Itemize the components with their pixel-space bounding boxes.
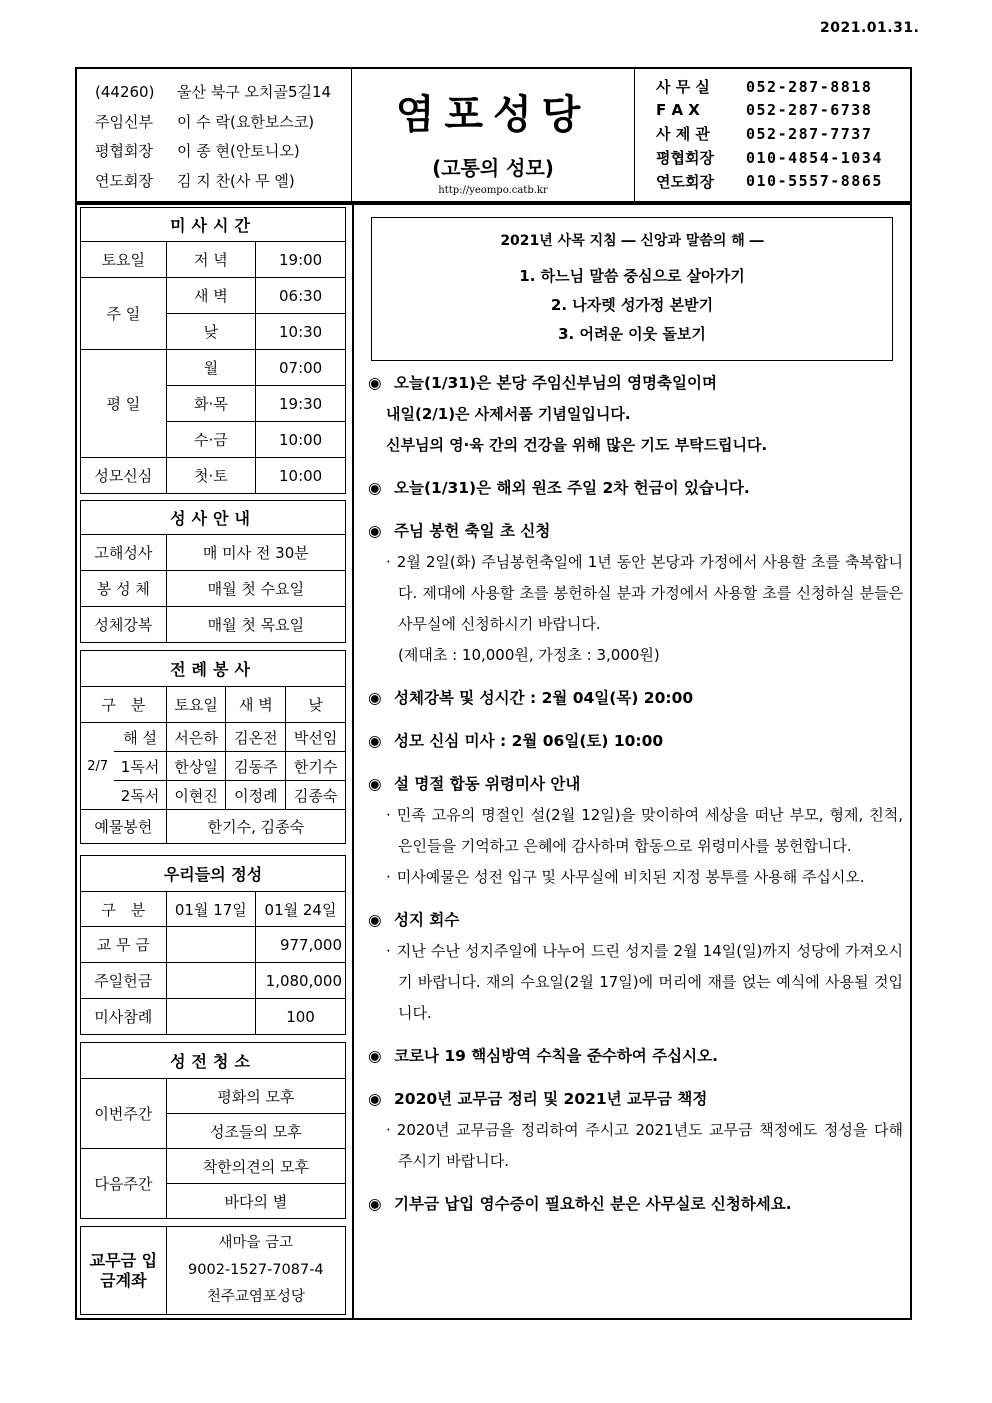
notice-bullet-icon: ◉ — [368, 1047, 382, 1065]
notices — [368, 368, 903, 1220]
guideline-title: 2021년 사목 지침 ― 신앙과 말씀의 해 ― — [500, 233, 764, 249]
bulletin-date: 2021.01.31. — [820, 20, 920, 36]
donation-table: 우리들의 정성 구 분 01월 17일 01월 24일 교 무 금 977,000 주일헌금 1,080,000 미사참례 100 — [80, 855, 346, 1035]
notice-bullet-icon: ◉ — [368, 1090, 382, 1108]
notice-bullet-icon: ◉ — [368, 732, 382, 750]
cleaning-title: 성전청소 — [81, 1043, 346, 1079]
notice-bullet-icon: ◉ — [368, 1195, 382, 1213]
header-pastor: 주임신부 이 수 락(요한보스코) — [95, 112, 315, 131]
header-contacts — [634, 69, 910, 201]
notice-marian-mass: ◉ 성모 신심 미사 : 2월 06일(토) 10:00 — [368, 726, 903, 757]
header-title-block — [352, 69, 635, 201]
notice-bullet-icon: ◉ — [368, 374, 382, 392]
header-address: (44260) 울산 북구 오치골5길14 — [95, 82, 332, 102]
notice-bullet-icon: ◉ — [368, 522, 382, 540]
notice-receipt: ◉ 기부금 납입 영수증이 필요하신 분은 사무실로 신청하세요. — [368, 1189, 903, 1220]
header — [75, 67, 912, 203]
header-memorial-head: 연도회장 김 지 찬(사 무 엘) — [95, 171, 295, 190]
contact-rectory: 사 제 관 052-287-7737 — [656, 124, 873, 144]
account-table — [80, 1226, 346, 1315]
dot-icon: · — [386, 806, 391, 824]
notice-memorial-mass: ◉ 설 명절 합동 위령미사 안내 · 민족 고유의 명절인 설(2월 12일)을 맞이하여 세상을 떠난 부모, 형제, 친척, 은인들을 기억하고 은혜에 감사하며 합동으로 위령미사를 봉헌합니다. · 미사예물은 성전 입구 및 사무실에 비치된 지정 봉투를 사용해 주십시오. — [368, 769, 903, 893]
contact-council: 평협회장 010-4854-1034 — [656, 148, 883, 168]
liturgy-table: 전례봉사 구 분 토요일 새 벽 낮 2/7 해 설 서은하 김온전 박선임 1독서 한상일 김동주 한기수 2독서 이현진 이정례 김종숙 예물봉헌 한기수, 김종숙 — [80, 650, 346, 844]
notice-bullet-icon: ◉ — [368, 479, 382, 497]
notice-bullet-icon: ◉ — [368, 689, 382, 707]
parish-url[interactable]: http://yeompo.catb.kr — [438, 185, 548, 196]
notice-feast-day: ◉ 오늘(1/31)은 본당 주임신부님의 영명축일이며 내일(2/1)은 사제서품 기념일입니다. 신부님의 영·육 간의 건강을 위해 많은 기도 부탁드립니다. — [368, 368, 903, 461]
sacrament-title: 성사안내 — [81, 501, 346, 535]
notice-bullet-icon: ◉ — [368, 775, 382, 793]
liturgy-title: 전례봉사 — [81, 651, 346, 687]
parish-subtitle: (고통의 성모) — [432, 156, 554, 180]
parish-name: 염포성당 — [395, 92, 591, 138]
pastoral-guideline-box — [371, 217, 893, 361]
dot-icon: · — [386, 553, 391, 571]
notice-bullet-icon: ◉ — [368, 911, 382, 929]
contact-memorial: 연도회장 010-5557-8865 — [656, 172, 883, 191]
mass-times-table: 미사시간 토요일 저 녁 19:00 주 일 새 벽 06:30 낮 10:30 평 일 월 07:00 화·목 19:30 수·금 10:00 성모신심 첫·토 10:00 — [80, 207, 346, 494]
donation-title: 우리들의 정성 — [81, 856, 346, 892]
header-info — [77, 69, 352, 201]
notice-second-collection: ◉ 오늘(1/31)은 해외 원조 주일 2차 헌금이 있습니다. — [368, 473, 903, 504]
header-council-head: 평협회장 이 종 현(안토니오) — [95, 142, 300, 161]
notice-palm-return: ◉ 성지 회수 · 지난 수난 성지주일에 나누어 드린 성지를 2월 14일(일)까지 성당에 가져오시기 바랍니다. 재의 수요일(2월 17일)에 머리에 재를 얹는 예식에 사용될 것입니다. — [368, 905, 903, 1029]
account-bank: 새마을 금고 — [218, 1235, 294, 1251]
sacrament-table: 성사안내 고해성사 매 미사 전 30분 봉 성 체 매월 첫 수요일 성체강복 매월 첫 목요일 — [80, 500, 346, 643]
contact-fax: F A X 052-287-6738 — [656, 101, 873, 120]
guideline-item: 2. 나자렛 성가정 본받기 — [550, 296, 714, 314]
dot-icon: · — [386, 868, 391, 886]
contact-office: 사 무 실 052-287-8818 — [656, 77, 873, 97]
column-divider — [352, 203, 354, 1320]
dot-icon: · — [386, 1121, 391, 1139]
account-holder: 천주교염포성당 — [206, 1289, 305, 1305]
notice-adoration: ◉ 성체강복 및 성시간 : 2월 04일(목) 20:00 — [368, 683, 903, 714]
account-label: 교무금 입금계좌 — [81, 1227, 167, 1315]
notice-candle-request: ◉ 주님 봉헌 축일 초 신청 · 2월 2일(화) 주님봉헌축일에 1년 동안 본당과 가정에서 사용할 초를 축복합니다. 제대에 사용할 초를 봉헌하실 분과 가정에서 사용할 초를 신청하실 분들은 사무실에 신청하시기 바랍니다. (제대초 : 10,000원, 가정초 : 3,000원) — [368, 516, 903, 671]
guideline-item: 3. 어려운 이웃 돌보기 — [558, 325, 706, 343]
guideline-item: 1. 하느님 말씀 중심으로 살아가기 — [519, 267, 745, 285]
notice-dues: ◉ 2020년 교무금 정리 및 2021년 교무금 책정 · 2020년 교무금을 정리하여 주시고 2021년도 교무금 책정에도 정성을 다해 주시기 바랍니다. — [368, 1084, 903, 1177]
mass-times-title: 미사시간 — [81, 208, 346, 242]
account-number: 9002-1527-7087-4 — [188, 1262, 324, 1278]
notice-covid: ◉ 코로나 19 핵심방역 수칙을 준수하여 주십시오. — [368, 1041, 903, 1072]
dot-icon: · — [386, 942, 391, 960]
cleaning-table: 성전청소 이번주간 평화의 모후 성조들의 모후 다음주간 착한의견의 모후 바다의 별 — [80, 1042, 346, 1219]
